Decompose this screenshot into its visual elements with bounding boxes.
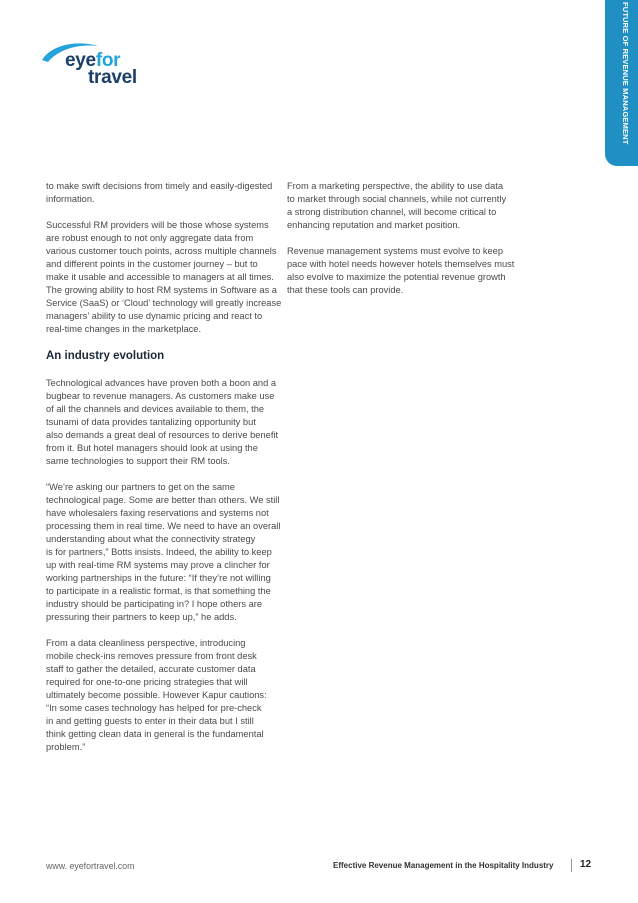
- paragraph: From a data cleanliness perspective, introducing mobile check-ins removes pressure from front desk staff to gather the detailed, accurate customer data required for one-to-one pricing strategies that will ultimately become possible. However Kapur cautions: “In some cases technology has helped for pre-check in and getting guests to enter in their data but I still think getting clean data in general is the fundamental problem.”: [46, 638, 267, 752]
- section-heading: An industry evolution: [46, 350, 165, 362]
- paragraph: to make swift decisions from timely and easily-digested information.: [46, 181, 273, 204]
- logo-word-travel: travel: [88, 67, 137, 88]
- paragraph: From a marketing perspective, the ability to use data to market through social channels, while not currently a strong distribution channel, will become critical to enhancing reputation and market position.: [287, 181, 507, 230]
- paragraph: Technological advances have proven both a boon and a bugbear to revenue managers. As customers make use of all the channels and devices available to them, the tsunami of data provides tantalizing opportunity but also demands a great deal of resources to derive benefit from it. But hotel managers should look at using the same technologies to support their RM tools.: [46, 378, 279, 466]
- left-column: [46, 180, 284, 767]
- right-column: [287, 180, 521, 310]
- paragraph: “We’re asking our partners to get on the same technological page. Some are better than others. We still have wholesalers faxing reservations and systems not processing them in real time. We need to have an overall understanding about what the connectivity strategy is for partners,” Botts insists. Indeed, the ability to keep up with real-time RM systems may prove a clincher for working partnerships in the future: “If they’re not willing to participate in a realistic format, is that something the industry should be participating in? I hope others are pressuring their partners to keep up,” he adds.: [46, 482, 281, 622]
- footer-url-link[interactable]: www. eyefortravel.com: [46, 861, 135, 871]
- logo-word-eye: eye: [65, 50, 96, 71]
- paragraph: Revenue management systems must evolve to keep pace with hotel needs however hotels themselves must also evolve to maximize the potential revenue growth that these tools can provide.: [287, 246, 515, 295]
- footer-title: Effective Revenue Management in the Hospitality Industry: [333, 861, 554, 870]
- page-number: 12: [580, 859, 592, 870]
- section-tab: [605, 0, 638, 166]
- footer-divider: [571, 859, 572, 872]
- eyefortravel-logo: [40, 38, 160, 88]
- section-tab-label: FUTURE OF REVENUE MANAGEMENT: [621, 2, 630, 145]
- paragraph: Successful RM providers will be those whose systems are robust enough to not only aggregate data from various customer touch points, across multiple channels and different points in the customer journey – but to make it usable and accessible to managers at all times. The growing ability to host RM systems in Software as a Service (SaaS) or ‘Cloud’ technology will greatly increase managers’ ability to use dynamic pricing and react to real-time changes in the marketplace.: [46, 220, 282, 334]
- logo-word-for: for: [95, 50, 121, 71]
